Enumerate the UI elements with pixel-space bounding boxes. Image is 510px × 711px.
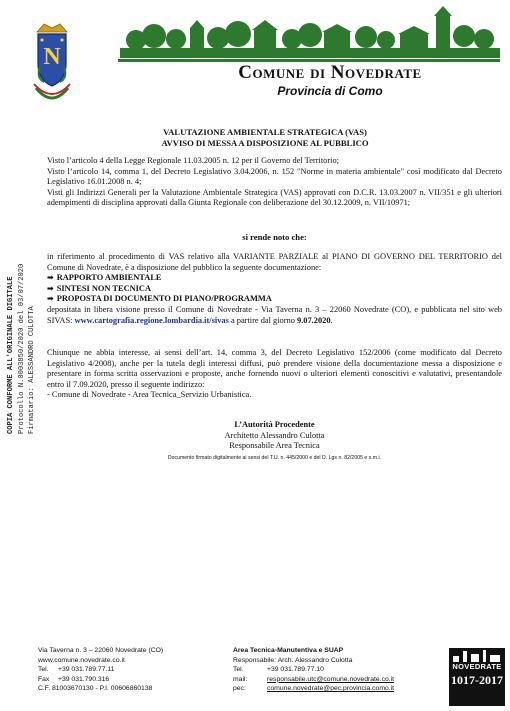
arrow-right-icon: ➡ (47, 294, 54, 304)
visto-1: Visto l’articolo 4 della Legge Regionale 11.03.2005 n. 12 per il Governo del Territorio; (47, 156, 339, 165)
sivas-link[interactable]: www.cartografia.regione.lombardia.it/sivas (74, 315, 229, 325)
documents-list (47, 273, 502, 305)
doc-item-label: SINTESI NON TECNICA (56, 283, 152, 293)
page-subtitle: Provincia di Como (277, 84, 383, 98)
tel-value: +39 031.789.77.11 (58, 666, 115, 674)
office-tel (233, 665, 448, 675)
visto-2: Visto l’articolo 14, comma 1, del Decreto Legislativo 3.04.2006, n. 152 "Norme in materia ambientale" così modificato dal Decreto Legislativo 16.01.2008 n. 4; (47, 166, 502, 187)
footer-tax-ids: C.F. 81003670130 - P.I. 00606860138 (38, 685, 153, 693)
fax-value: +39 031.790.316 (58, 675, 110, 683)
stamp-line-1: COPIA CONFORME ALL'ORIGINALE DIGITALE (7, 276, 15, 434)
digital-signature-note: Documento firmato digitalmente ai sensi del T.U. n. 445/2000 e del D. Lgs n. 82/2005 e s.m.i. (167, 455, 382, 461)
signature-block (47, 420, 502, 452)
deposit-end: . (330, 315, 333, 325)
signer-name: Architetto Alessandro Culotta (224, 430, 325, 440)
protocol-stamp (6, 254, 46, 434)
office-name: Area Tecnica-Manutentiva e SUAP (233, 647, 344, 654)
logo-skyline-icon (449, 648, 505, 662)
office-tel-value: +39 031.789.77.10 (267, 666, 324, 674)
observations-section (47, 348, 502, 401)
millennium-logo (449, 648, 505, 706)
notice-title-line-1: VALUTAZIONE AMBIENTALE STRATEGICA (VAS) (163, 127, 367, 137)
rende-noto-colon: : (303, 232, 307, 242)
arrow-right-icon: ➡ (47, 283, 54, 293)
signer-role: Responsabile Area Tecnica (229, 441, 320, 451)
list-item (47, 284, 502, 295)
footer-contacts (38, 646, 238, 694)
fax-label: Fax (38, 675, 50, 683)
logo-years: 1017-2017 (451, 673, 503, 687)
office-mail (233, 675, 448, 685)
arrow-right-icon: ➡ (47, 273, 54, 283)
footer-office (233, 646, 448, 694)
page-title: Comune di Novedrate (238, 62, 422, 83)
doc-item-label: PROPOSTA DI DOCUMENTO DI PIANO/PROGRAMMA (56, 294, 272, 304)
pec-label: pec: (233, 685, 246, 693)
mail-link[interactable]: responsabile.utc@comune.novedrate.co.it (267, 675, 395, 683)
svg-text:N: N (43, 44, 61, 70)
logo-name: NOVEDRATE (452, 662, 502, 671)
authority-title: L’Autorità Procedente (234, 420, 315, 429)
deposit-part-b: a partire dal giorno (228, 315, 297, 325)
tel-label: Tel. (38, 666, 49, 674)
office-pec (233, 684, 448, 694)
observations-text: Chiunque ne abbia interesse, ai sensi dell’art. 14, comma 3, del Decreto Legislativo 152/2006 (come modificato dal Decreto Legislativo 4/2008), anche per la tutela degli interessi diffusi, può prendere visione della documentazione messa a disposizione e presentare in forma scritta osservazioni e proposte, anche fornendo nuovi o ulteriori elementi conoscitivi e valutativi, presentandole entro il 7.09.2020, presso il seguente indirizzo: (47, 348, 502, 389)
mail-label: mail: (233, 675, 248, 683)
intro-text: in riferimento al procedimento di VAS relativo alla VARIANTE PARZIALE al PIANO DI GOVERNO DEL TERRITORIO del Comune di Novedrate, è a disposizione del pubblico la seguente documentazione: (47, 252, 502, 272)
documentation-section (47, 252, 502, 326)
notice-title (55, 127, 475, 149)
rende-noto-heading (47, 232, 502, 242)
submission-address: - Comune di Novedrate - Area Tecnica_Servizio Urbanistica. (47, 390, 252, 400)
office-responsible: Responsabile: Arch. Alessandro Culotta (233, 656, 353, 664)
list-item (47, 273, 502, 284)
footer-fax (38, 675, 238, 685)
rende-noto-text: si rende noto che (242, 232, 304, 242)
list-item (47, 294, 502, 305)
visto-3: Visti gli Indirizzi Generali per la Valutazione Ambientale Strategica (VAS) approvati con D.C.R. 13.03.2007 n. VII/351 e gli ulteriori adempimenti di disciplina approvati dalla Giunta Regionale con deliberazione del 30.12.2009, n. VII/10971; (47, 187, 502, 208)
pec-link[interactable]: comune.novedrate@pec.provincia.como.it (267, 685, 395, 693)
footer-website[interactable]: www.comune.novedrate.co.it (38, 656, 125, 664)
deposit-date: 9.07.2020 (297, 315, 331, 325)
stamp-line-2: Protocollo N.0003850/2020 del 03/07/2020 (17, 263, 26, 434)
doc-item-label: RAPPORTO AMBIENTALE (56, 273, 162, 283)
footer-tel (38, 665, 238, 675)
preamble (47, 156, 502, 209)
footer-address: Via Taverna n. 3 – 22060 Novedrate (CO) (38, 647, 164, 654)
stamp-line-3: Firmatario: ALESSANDRO CULOTTA (28, 306, 36, 434)
notice-title-line-2: AVVISO DI MESSA A DISPOSIZIONE AL PUBBLICO (161, 138, 369, 148)
deposit-part-a: depositata in libera visione presso il Comune di Novedrate - Via Taverna n. 3 – 22060 Novedrate (CO), e pubblicata nel sito web SIVAS: (47, 304, 502, 325)
town-skyline-icon (120, 6, 500, 58)
coat-of-arms-icon (30, 18, 74, 108)
office-tel-label: Tel. (233, 666, 244, 674)
deposit-text (47, 305, 502, 326)
